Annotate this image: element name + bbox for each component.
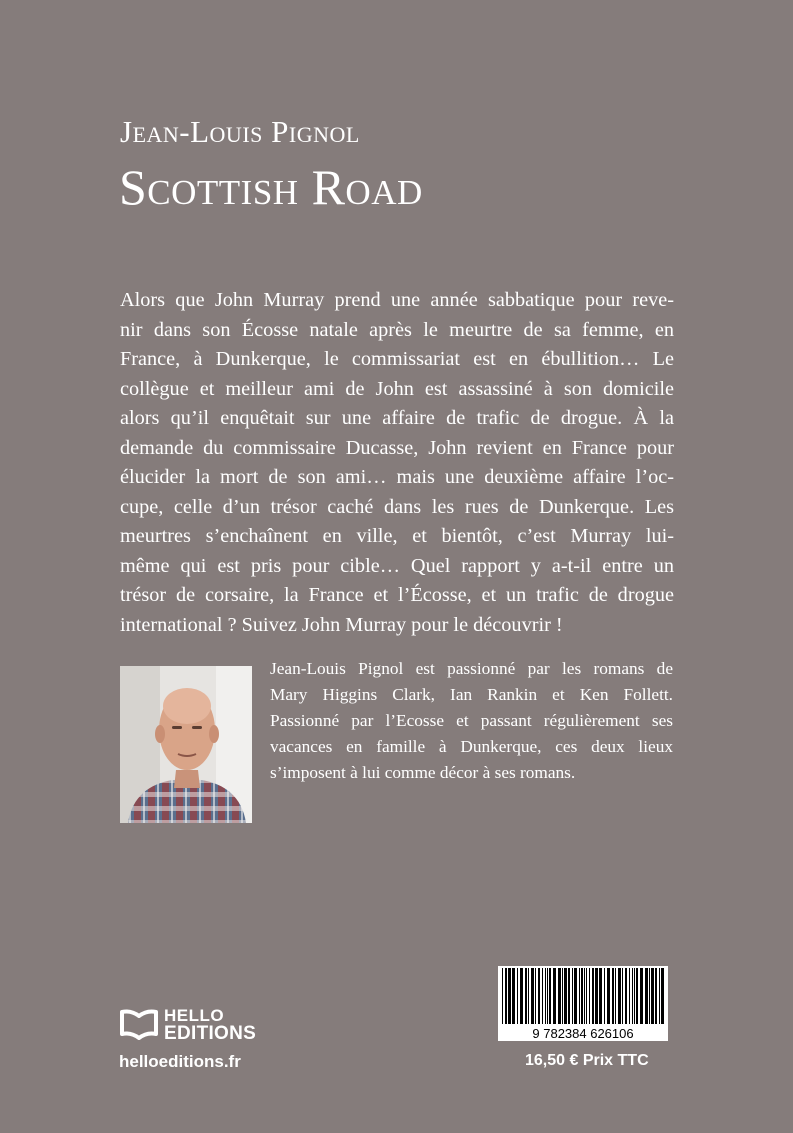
barcode-bar <box>599 968 602 1024</box>
isbn-digits: 9 782384 626106 <box>532 1026 634 1041</box>
barcode-bar <box>528 968 529 1024</box>
blurb-line: France, à Dunkerque, le commissariat est en ébullition… Le <box>120 348 674 370</box>
blurb-line: demande du commissaire Ducasse, John revient en France pour <box>120 436 674 459</box>
barcode-bar <box>505 968 507 1024</box>
blurb-line: meurtres s’enchaînent en ville, et bientôt, c’est Murray lui- <box>120 525 674 547</box>
barcode-bar <box>589 968 590 1024</box>
bio-line: Jean-Louis Pignol est passionné par les romans de <box>270 659 673 678</box>
blurb-line: trésor de corsaire, la France et l’Écosse, et un trafic de drogue <box>120 584 674 606</box>
bio-line: s’imposent à lui comme décor à ses romans. <box>270 763 576 782</box>
publisher-name-line2: EDITIONS <box>164 1023 257 1044</box>
barcode-bar <box>564 968 567 1024</box>
barcode-bar <box>618 968 621 1024</box>
barcode-bar <box>584 968 585 1024</box>
author-name: Jean-Louis Pignol <box>120 114 360 149</box>
barcode-bar <box>517 968 518 1024</box>
publisher-name <box>164 1007 256 1043</box>
barcode-bar <box>659 968 660 1024</box>
barcode-bar <box>634 968 635 1024</box>
barcode-bar <box>562 968 563 1024</box>
barcode-bar <box>622 968 623 1024</box>
barcode-bar <box>525 968 527 1024</box>
blurb-line: Alors que John Murray prend une année sabbatique pour reve- <box>120 289 674 311</box>
barcode-bar <box>542 968 543 1024</box>
blurb-line: élucider la mort de son ami… mais une deuxième affaire l’oc- <box>120 466 674 488</box>
barcode-bar <box>592 968 594 1024</box>
barcode-bar <box>604 968 605 1024</box>
barcode-bar <box>625 968 627 1024</box>
barcode-bar <box>545 968 546 1024</box>
barcode-bar <box>568 968 570 1024</box>
barcode-bar <box>655 968 657 1024</box>
barcode-bar <box>581 968 583 1024</box>
barcode-bar <box>607 968 610 1024</box>
blurb-line: alors qu’il enquêtait sur une affaire de trafic de drogue. À la <box>120 407 674 429</box>
barcode-bar <box>651 968 654 1024</box>
barcode-bar <box>547 968 548 1024</box>
barcode-bar <box>649 968 650 1024</box>
barcode-bar <box>574 968 577 1024</box>
bio-line: Passionné par l’Ecosse et passant régulièrement ses <box>270 711 673 730</box>
barcode-bar <box>636 968 638 1024</box>
barcode-bar <box>512 968 515 1024</box>
blurb-line: international ? Suivez John Murray pour le découvrir ! <box>120 613 563 636</box>
author-bio <box>270 656 673 786</box>
barcode-bar <box>535 968 536 1024</box>
barcode-bar <box>549 968 551 1024</box>
book-blurb <box>120 286 674 640</box>
author-photo <box>120 666 252 823</box>
publisher-name-line1: HELLO <box>164 1006 225 1025</box>
blurb-line: cupe, celle d’un trésor caché dans les rues de Dunkerque. Les <box>120 495 674 518</box>
barcode-bar <box>629 968 630 1024</box>
barcode-bar <box>520 968 523 1024</box>
publisher-website: helloeditions.fr <box>119 1052 241 1071</box>
barcode-bar <box>579 968 580 1024</box>
barcode-bar <box>661 968 664 1024</box>
bio-line: Mary Higgins Clark, Ian Rankin et Ken Follett. <box>270 685 673 704</box>
barcode-bar <box>615 968 616 1024</box>
barcode-bar <box>640 968 643 1024</box>
bio-line: vacances en famille à Dunkerque, ces deux lieux <box>270 737 673 756</box>
price-label: 16,50 € Prix TTC <box>525 1052 649 1069</box>
barcode-bar <box>502 968 503 1024</box>
barcode-bar <box>586 968 587 1024</box>
barcode-bar <box>531 968 534 1024</box>
book-title: Scottish Road <box>119 159 423 215</box>
barcode-bar <box>632 968 633 1024</box>
barcode-bar <box>538 968 540 1024</box>
barcode-bar <box>645 968 648 1024</box>
barcode-bar <box>508 968 511 1024</box>
book-icon <box>119 1008 159 1044</box>
barcode-bar <box>558 968 561 1024</box>
isbn-barcode <box>498 966 668 1041</box>
barcode-bar <box>595 968 598 1024</box>
barcode-bar <box>612 968 614 1024</box>
barcode-bar <box>572 968 573 1024</box>
blurb-line: nir dans son Écosse natale après le meurtre de sa femme, en <box>120 318 674 341</box>
barcode-bar <box>553 968 556 1024</box>
blurb-line: même qui est pris pour cible… Quel rapport y a-t-il entre un <box>120 554 674 577</box>
blurb-line: collègue et meilleur ami de John est assassiné à son domicile <box>120 377 674 400</box>
